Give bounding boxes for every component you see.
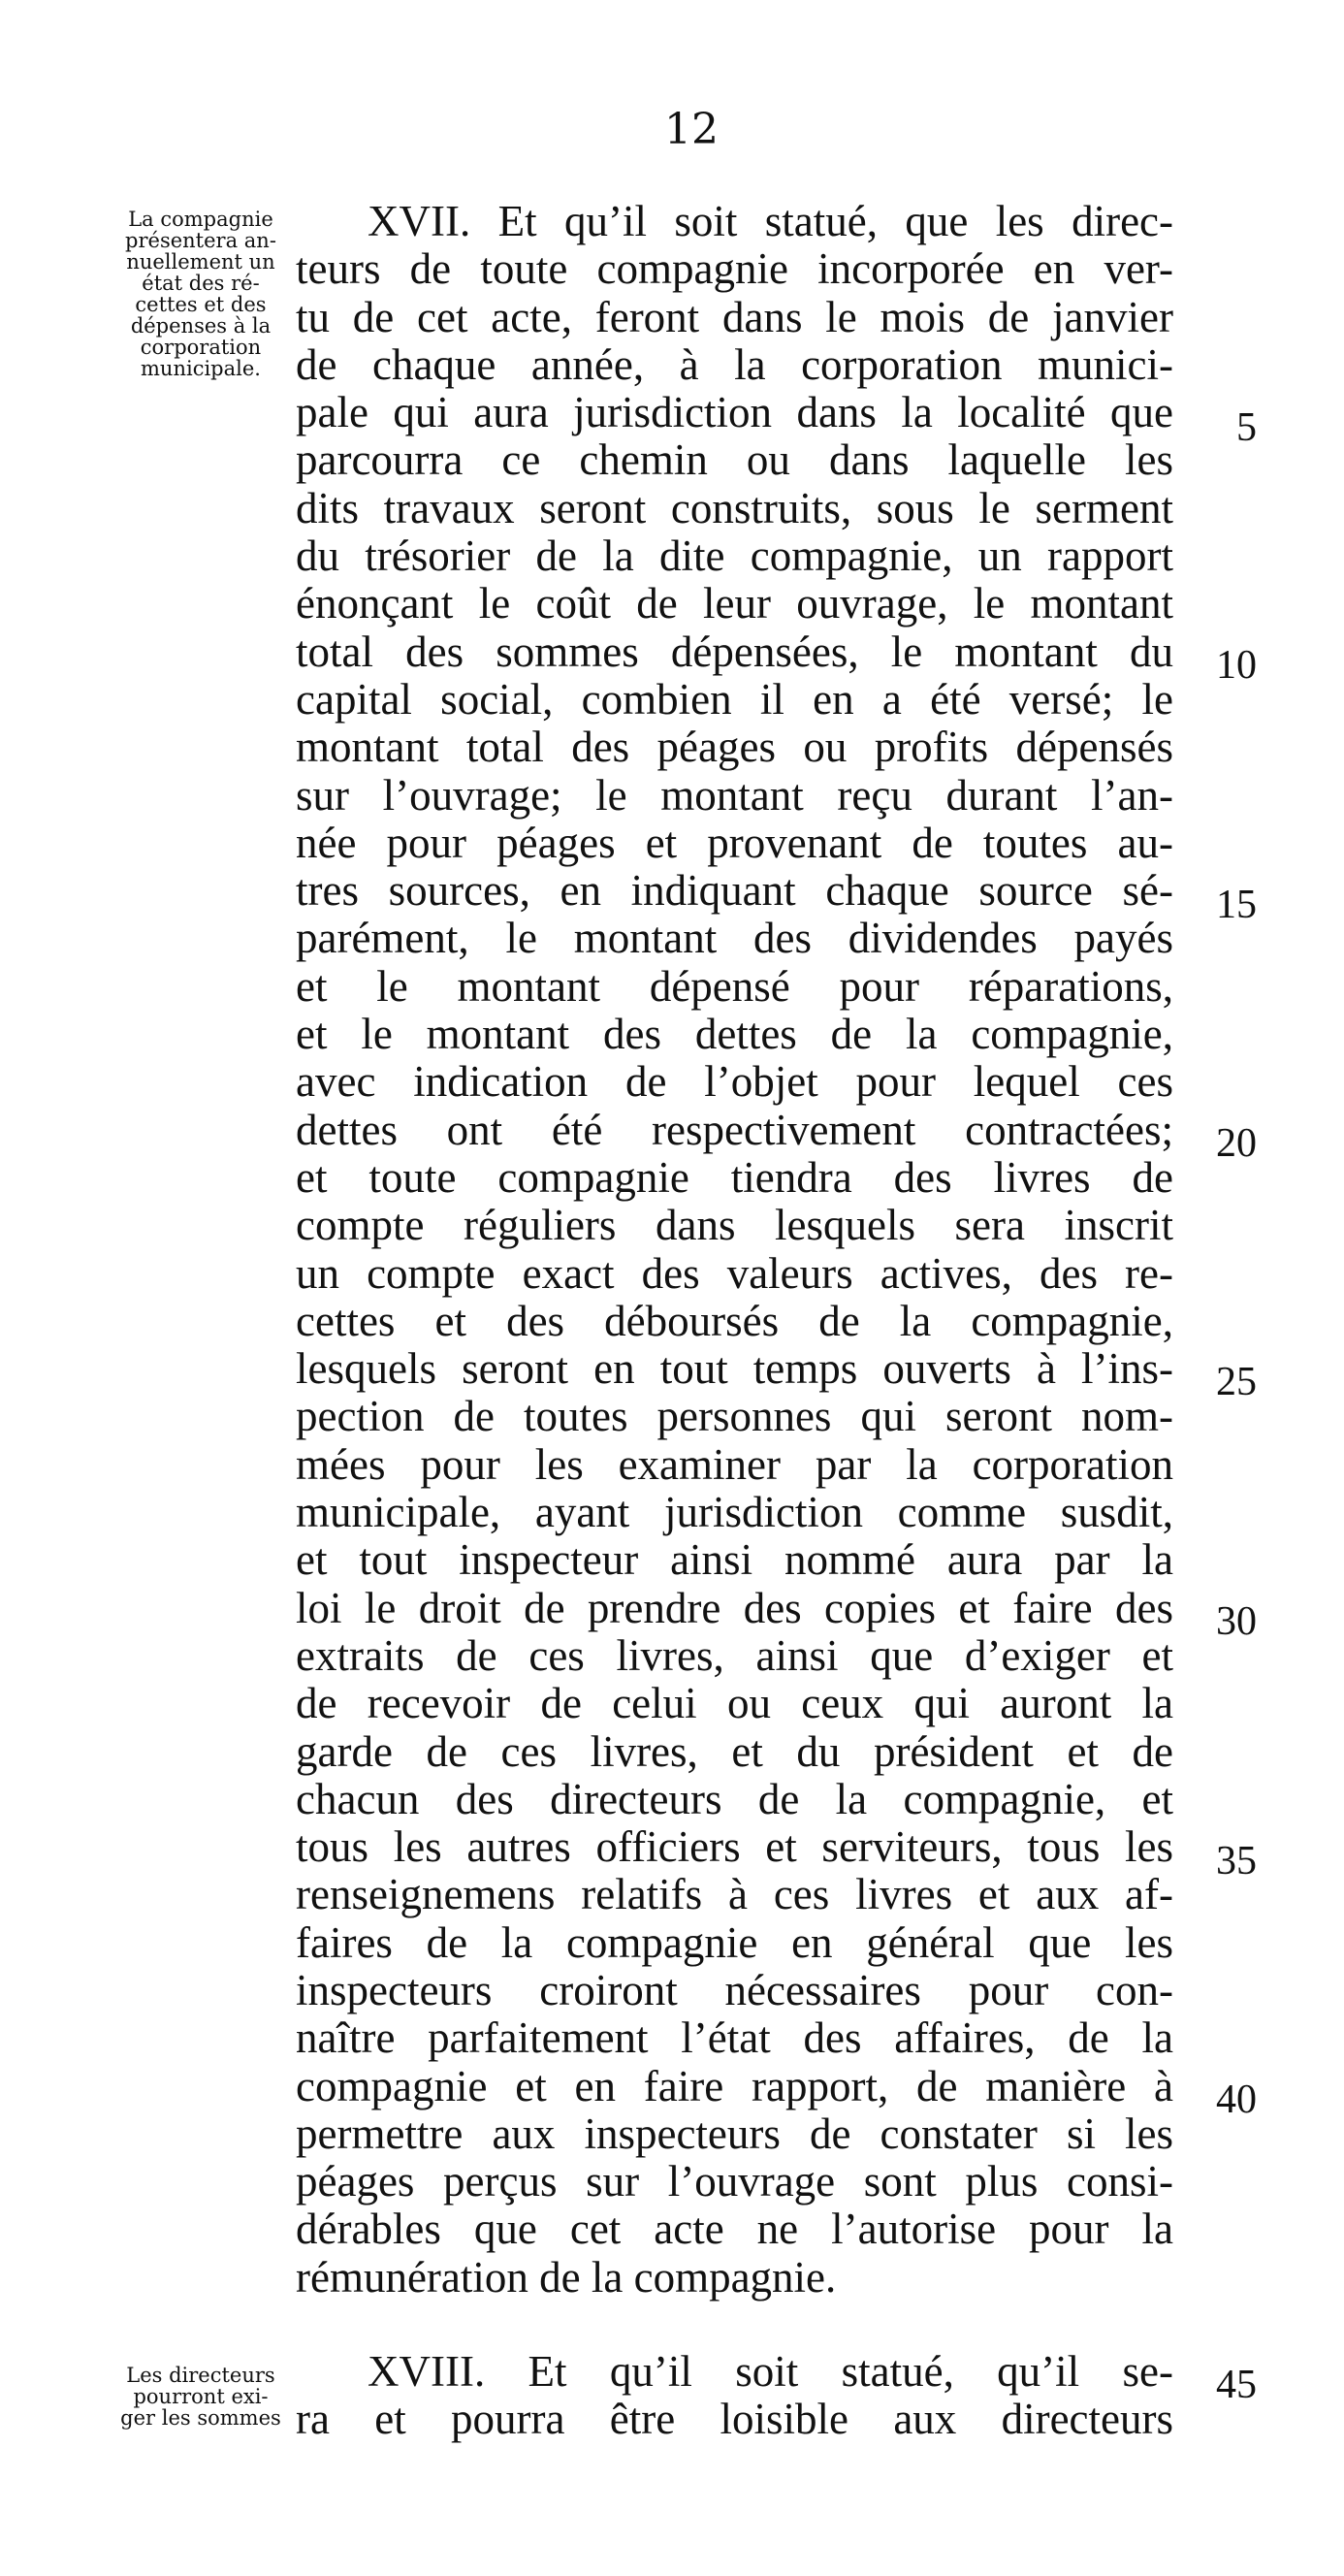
text-line: péages perçus sur l’ouvrage sont plus consi-: [296, 2157, 1173, 2206]
line-number: 15: [1216, 883, 1257, 927]
text-line: municipale, ayant jurisdiction comme susdit,: [296, 1488, 1173, 1537]
line-number: 40: [1216, 2077, 1257, 2122]
text-line: tous les autres officiers et serviteurs, tous les: [296, 1822, 1173, 1872]
line-number: 25: [1216, 1360, 1257, 1404]
text-line: lesquels seront en tout temps ouverts à l’ins-: [296, 1344, 1173, 1394]
text-line: de recevoir de celui ou ceux qui auront la: [296, 1679, 1173, 1728]
margin-note-annual-report: [109, 209, 293, 379]
section-xvii-paragraph: [296, 198, 1173, 2302]
margin-note-line: Les directeurs: [126, 2364, 275, 2387]
text-line: sur l’ouvrage; le montant reçu durant l’an-: [296, 770, 1173, 820]
line-number: 30: [1216, 1599, 1257, 1644]
text-line: renseignemens relatifs à ces livres et aux af-: [296, 1870, 1173, 1919]
line-number: 5: [1236, 405, 1257, 450]
margin-note-line: La compagnie: [128, 208, 273, 231]
text-line: pection de toutes personnes qui seront nom-: [296, 1392, 1173, 1441]
margin-note-directors: [109, 2365, 293, 2429]
text-line: inspecteurs croiront nécessaires pour con-: [296, 1965, 1173, 2014]
line-number: 20: [1216, 1121, 1257, 1166]
text-line: naître parfaitement l’état des affaires, de la: [296, 2013, 1173, 2063]
text-line: énonçant le coût de leur ouvrage, le montant: [296, 579, 1173, 628]
margin-note-line: nuellement un: [126, 250, 275, 274]
text-line: extraits de ces livres, ainsi que d’exiger et: [296, 1630, 1173, 1680]
margin-note-line: dépenses à la: [130, 314, 272, 338]
text-line: tres sources, en indiquant chaque source sé-: [296, 866, 1173, 916]
text-line: cettes et des déboursés de la compagnie,: [296, 1296, 1173, 1345]
text-line: et le montant dépensé pour réparations,: [296, 961, 1173, 1011]
text-line: garde de ces livres, et du président et de: [296, 1726, 1173, 1776]
text-line: pale qui aura jurisdiction dans la localité que: [296, 388, 1173, 437]
text-line: et toute compagnie tiendra des livres de: [296, 1152, 1173, 1202]
text-line: dérables que cet acte ne l’autorise pour la: [296, 2205, 1173, 2254]
margin-note-line: municipale.: [141, 357, 261, 380]
margin-note-line: ger les sommes: [120, 2406, 281, 2430]
page-number: 12: [664, 105, 719, 154]
text-line: rémunération de la compagnie.: [296, 2252, 837, 2302]
margin-note-line: état des ré-: [142, 272, 260, 295]
margin-note-line: pourront exi-: [133, 2385, 269, 2408]
text-line: faires de la compagnie en général que les: [296, 1917, 1173, 1967]
margin-note-line: présentera an-: [125, 229, 276, 252]
text-line: parément, le montant des dividendes payés: [296, 914, 1173, 963]
text-line: mées pour les examiner par la corporation: [296, 1439, 1173, 1489]
text-line: et le montant des dettes de la compagnie,: [296, 1010, 1173, 1059]
text-line: née pour péages et provenant de toutes au-: [296, 818, 1173, 867]
text-line: ra et pourra être loisible aux directeurs: [296, 2395, 1173, 2444]
text-line: et tout inspecteur ainsi nommé aura par la: [296, 1535, 1173, 1585]
margin-note-line: corporation: [140, 336, 262, 359]
text-line: capital social, combien il en a été versé; le: [296, 674, 1173, 724]
text-line: XVIII. Et qu’il soit statué, qu’il se-: [368, 2347, 1173, 2396]
text-line: un compte exact des valeurs actives, des re-: [296, 1248, 1173, 1298]
text-line: loi le droit de prendre des copies et faire des: [296, 1583, 1173, 1632]
line-number: 45: [1216, 2363, 1257, 2407]
text-line: teurs de toute compagnie incorporée en ver-: [296, 244, 1173, 294]
text-line: dits travaux seront construits, sous le serment: [296, 483, 1173, 532]
text-line: compte réguliers dans lesquels sera inscrit: [296, 1201, 1173, 1250]
text-line: parcourra ce chemin ou dans laquelle les: [296, 435, 1173, 485]
text-line: total des sommes dépensées, le montant du: [296, 627, 1173, 676]
line-number: 35: [1216, 1839, 1257, 1884]
line-number: 10: [1216, 643, 1257, 688]
text-line: montant total des péages ou profits dépensés: [296, 723, 1173, 772]
text-line: tu de cet acte, feront dans le mois de janvier: [296, 292, 1173, 341]
text-line: chacun des directeurs de la compagnie, et: [296, 1774, 1173, 1823]
text-line: de chaque année, à la corporation munici-: [296, 339, 1173, 389]
text-line: avec indication de l’objet pour lequel ces: [296, 1057, 1173, 1107]
text-line: du trésorier de la dite compagnie, un rapport: [296, 531, 1173, 581]
text-line: dettes ont été respectivement contractées;: [296, 1105, 1173, 1154]
text-line: XVII. Et qu’il soit statué, que les direc-: [368, 197, 1173, 245]
margin-note-line: cettes et des: [135, 293, 267, 316]
text-line: permettre aux inspecteurs de constater si les: [296, 2109, 1173, 2158]
section-xviii-paragraph: [296, 2348, 1173, 2444]
text-line: compagnie et en faire rapport, de manière à: [296, 2061, 1173, 2110]
